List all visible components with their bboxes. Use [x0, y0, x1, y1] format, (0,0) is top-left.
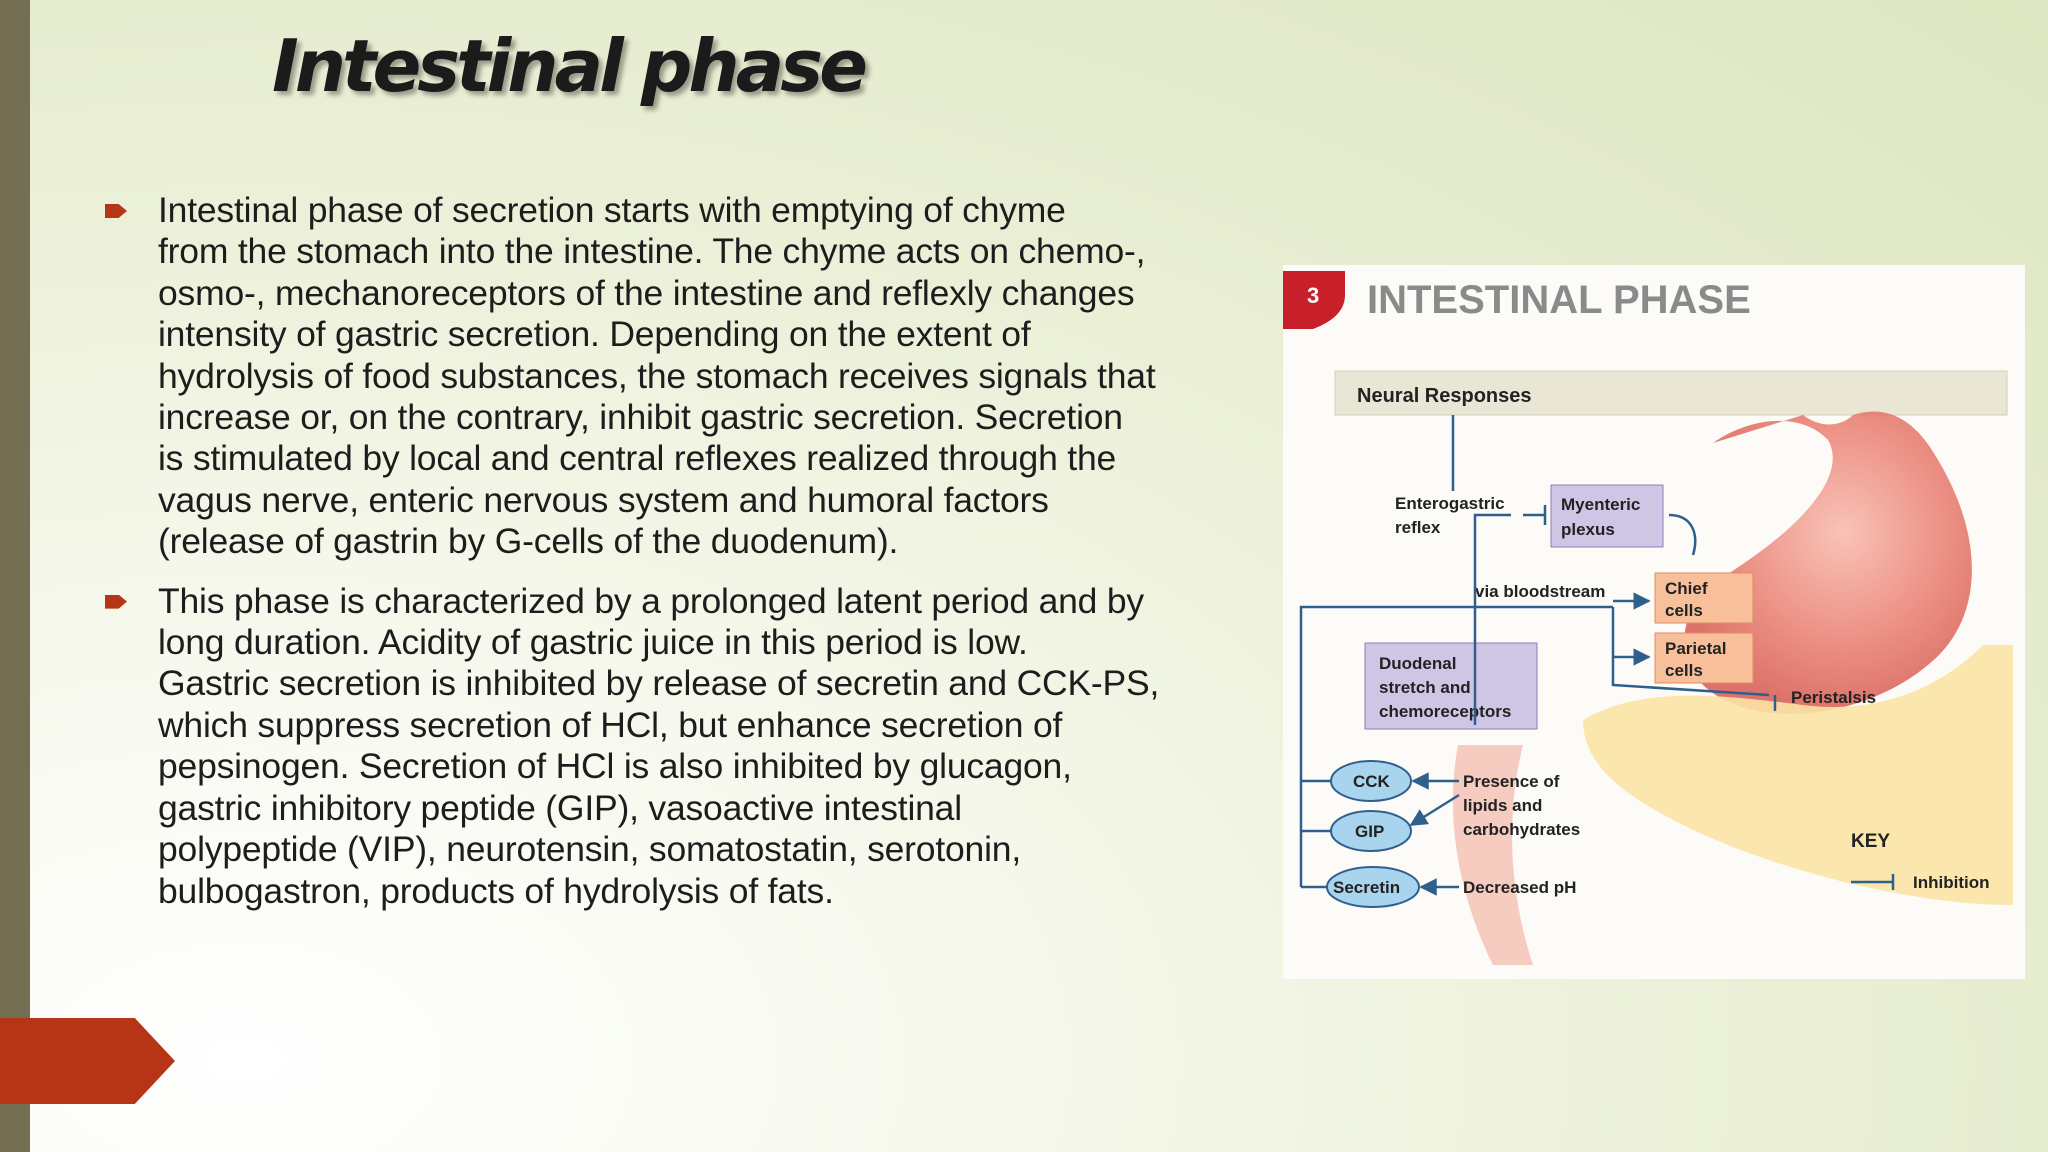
duodenal-line-2: stretch and [1379, 678, 1471, 697]
badge-number: 3 [1307, 283, 1320, 308]
bullet-item-2 [100, 581, 1245, 912]
presence-line-1: Presence of [1463, 772, 1560, 791]
secretin-label: Secretin [1333, 878, 1401, 897]
neural-responses-label: Neural Responses [1357, 385, 1532, 407]
duodenal-line-3: chemoreceptors [1379, 702, 1512, 721]
myenteric-line-1: Myenteric [1561, 495, 1641, 514]
enterogastric-line-2: reflex [1395, 518, 1441, 537]
parietal-line-1: Parietal [1665, 639, 1727, 658]
gip-label: GIP [1355, 822, 1385, 841]
bullet-text: This phase is characterized by a prolonged latent period and by long duration. Acidity of gastric juice in this period is low. Gastric secretion is inhibited by release of secretin and CCK-PS, which suppress secretion of HCl, but enhance secretion of pepsinogen. Secretion of HCl is also inhibited by glucagon, gastric inhibitory peptide (GIP), vasoactive intestinal polypeptide (VIP), neurotensin, somatostatin, serotonin, bulbogastron, products of hydrolysis of fats. [158, 580, 1160, 911]
presence-line-3: carbohydrates [1463, 820, 1581, 839]
slide-chevron-decoration [0, 1018, 175, 1104]
chief-line-1: Chief [1665, 579, 1708, 598]
diagram-heading: INTESTINAL PHASE [1367, 278, 1751, 322]
parietal-line-2: cells [1665, 661, 1703, 680]
chief-line-2: cells [1665, 601, 1703, 620]
bullet-arrow-icon [105, 595, 127, 609]
decreased-ph-label: Decreased pH [1463, 878, 1577, 897]
bullet-item-1 [100, 190, 1245, 563]
duodenal-line-1: Duodenal [1379, 654, 1457, 673]
via-bloodstream-label: via bloodstream [1475, 582, 1606, 601]
presence-line-2: lipids and [1463, 796, 1543, 815]
bullet-text: Intestinal phase of secretion starts with emptying of chyme from the stomach into the intestine. The chyme acts on chemo-, osmo-, mechanoreceptors of the intestine and reflexly changes intensity of gastric secretion. Depending on the extent of hydrolysis of food substances, the stomach receives signals that increase or, on the contrary, inhibit gastric secretion. Secretion is stimulated by local and central reflexes realized through the vagus nerve, enteric nervous system and humoral factors (release of gastrin by G-cells of the duodenum). [158, 190, 1156, 562]
bullet-list [100, 190, 1245, 930]
left-accent-bar [0, 0, 30, 1152]
peristalsis-label: Peristalsis [1791, 688, 1877, 707]
myenteric-line-2: plexus [1561, 520, 1615, 539]
cck-label: CCK [1353, 772, 1390, 791]
intestinal-phase-diagram [1283, 265, 2025, 979]
diagram-svg [1283, 265, 2025, 979]
key-inhibition-label: Inhibition [1913, 873, 1990, 892]
key-title: KEY [1851, 831, 1891, 852]
enterogastric-line-1: Enterogastric [1395, 494, 1505, 513]
bullet-arrow-icon [105, 204, 127, 218]
slide-title: Intestinal phase [272, 24, 864, 108]
